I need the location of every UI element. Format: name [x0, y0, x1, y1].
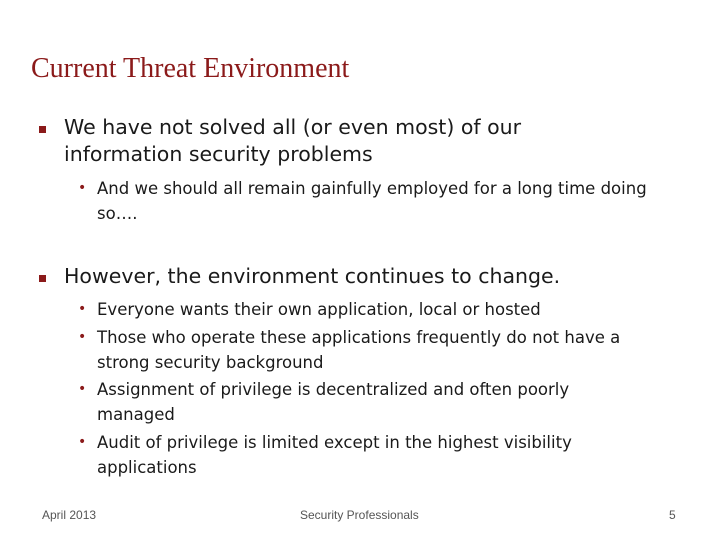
- sub-bullet-item: [78, 297, 667, 322]
- footer-date: April 2013: [42, 508, 97, 522]
- dot-bullet-icon: •: [78, 329, 87, 345]
- sub-bullet-item: [78, 176, 667, 226]
- dot-bullet-icon: •: [78, 180, 87, 196]
- page-number: 5: [669, 508, 676, 522]
- sub-bullet-item: [78, 430, 617, 480]
- dot-bullet-icon: •: [78, 434, 87, 450]
- footer-title: Security Professionals: [300, 508, 419, 522]
- sub-bullet-item: [78, 377, 627, 427]
- sub-bullet-text: Assignment of privilege is decentralized and often poorly managed: [97, 380, 570, 424]
- sub-bullet-text: And we should all remain gainfully employed for a long time doing so….: [97, 179, 647, 223]
- sub-bullet-text: Audit of privilege is limited except in the highest visibility applications: [97, 433, 572, 477]
- square-bullet-icon: [39, 275, 46, 282]
- sub-bullet-text: Those who operate these applications frequently do not have a strong security background: [97, 328, 621, 372]
- square-bullet-icon: [39, 126, 46, 133]
- bullet-text: We have not solved all (or even most) of our information security problems: [64, 115, 522, 166]
- slide-title: Current Threat Environment: [31, 53, 350, 84]
- bullet-item: [64, 263, 664, 290]
- bullet-item: [64, 114, 634, 168]
- sub-bullet-item: [78, 325, 667, 375]
- dot-bullet-icon: •: [78, 381, 87, 397]
- bullet-text: However, the environment continues to change.: [64, 264, 561, 288]
- dot-bullet-icon: •: [78, 301, 87, 317]
- sub-bullet-text: Everyone wants their own application, local or hosted: [97, 300, 541, 319]
